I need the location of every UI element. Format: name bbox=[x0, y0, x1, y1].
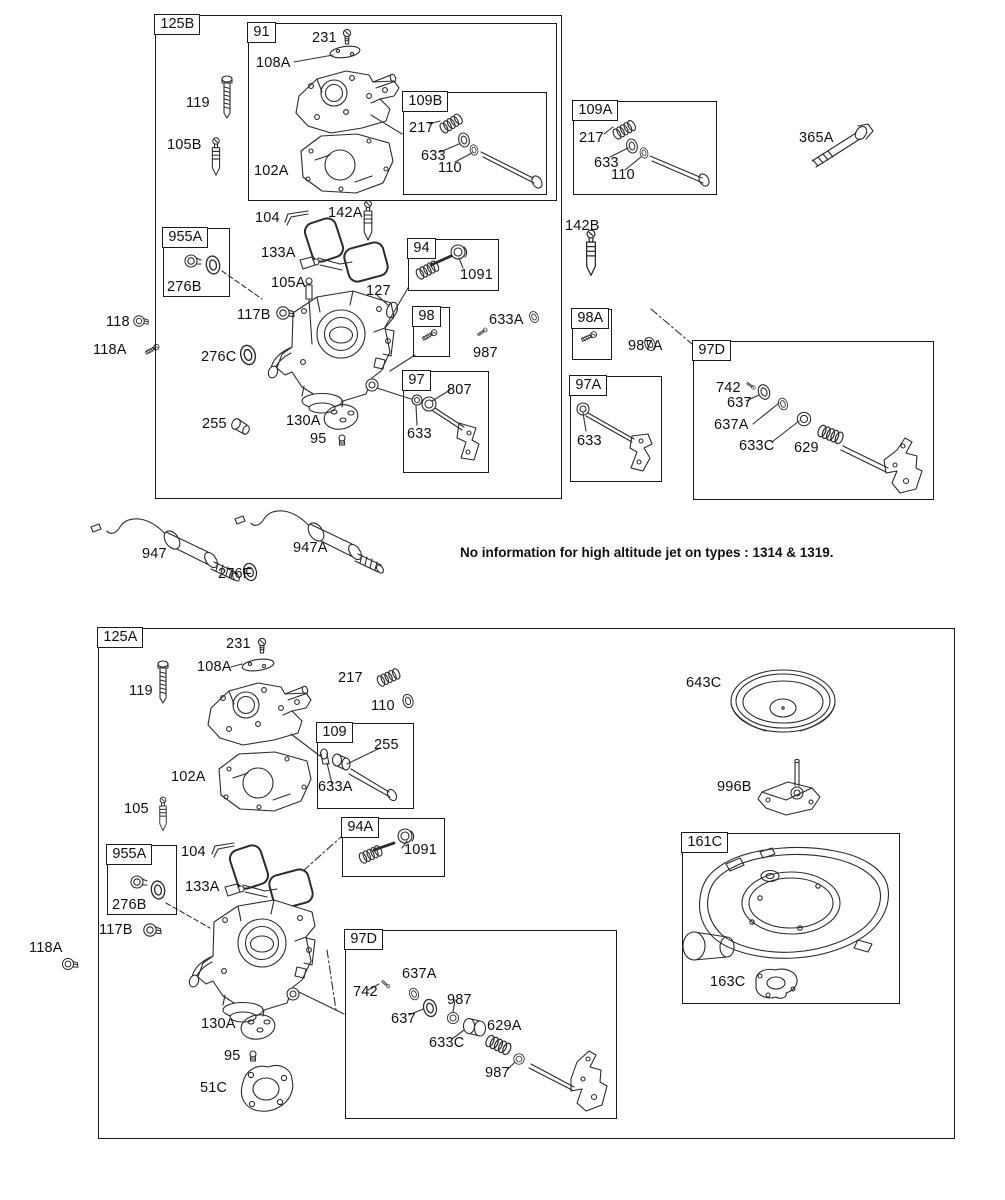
screw-98A bbox=[581, 331, 598, 343]
part-label-276C: 276C bbox=[201, 349, 237, 365]
plug-118 bbox=[134, 316, 149, 327]
oring-276C bbox=[239, 344, 258, 367]
part-label-276B-top: 276B bbox=[167, 279, 202, 295]
part-label-987-bottom-1: 987 bbox=[447, 992, 472, 1008]
plunger-142B bbox=[587, 230, 596, 275]
part-label-637A-bottom: 637A bbox=[402, 966, 437, 982]
part-label-633-109B: 633 bbox=[421, 148, 446, 164]
group-955A-bottom-label: 955A bbox=[106, 844, 152, 865]
group-109B-label: 109B bbox=[402, 91, 448, 112]
part-label-142A: 142A bbox=[328, 205, 363, 221]
part-label-633A-top: 633A bbox=[489, 312, 524, 328]
part-label-1091-top: 1091 bbox=[460, 267, 494, 283]
part-label-742-bottom: 742 bbox=[353, 984, 378, 1000]
needle-seat-94-parts bbox=[415, 245, 467, 280]
part-label-119-top: 119 bbox=[186, 95, 210, 111]
part-label-117B-bottom: 117B bbox=[99, 922, 133, 938]
part-label-217-bottom: 217 bbox=[338, 670, 363, 686]
group-91-label: 91 bbox=[247, 22, 275, 43]
part-label-118: 118 bbox=[106, 314, 130, 330]
pin-104-top bbox=[285, 211, 308, 225]
group-161C-label: 161C bbox=[681, 832, 728, 853]
part-label-987A: 987A bbox=[628, 338, 663, 354]
part-label-110-bottom: 110 bbox=[371, 698, 395, 714]
part-label-130A-bottom: 130A bbox=[201, 1016, 236, 1032]
part-label-633A-109: 633A bbox=[318, 779, 353, 795]
group-109A-label: 109A bbox=[572, 100, 618, 121]
part-label-118A-top: 118A bbox=[93, 342, 127, 358]
part-label-637-top: 637 bbox=[727, 395, 752, 411]
part-label-119-bottom: 119 bbox=[129, 683, 153, 699]
carburetor-upper-body-bottom bbox=[208, 683, 311, 745]
part-label-231-bottom: 231 bbox=[226, 636, 251, 652]
bolt-and-washer-276B-top bbox=[185, 255, 221, 275]
plug-95-top bbox=[339, 435, 345, 445]
carburetor-floats-drawing bbox=[300, 216, 390, 284]
part-label-629A: 629A bbox=[487, 1018, 522, 1034]
plunger-105B bbox=[212, 138, 219, 175]
gasket-163C bbox=[756, 969, 797, 998]
part-label-255-top: 255 bbox=[202, 416, 227, 432]
part-label-110-109B: 110 bbox=[438, 160, 462, 176]
plug-117B-top bbox=[277, 307, 294, 319]
screw-118A-top bbox=[145, 343, 160, 355]
screw-231-top bbox=[343, 29, 350, 44]
part-label-108A-bottom: 108A bbox=[197, 659, 232, 675]
part-label-133A-bottom: 133A bbox=[185, 879, 220, 895]
part-label-947: 947 bbox=[142, 546, 167, 562]
part-label-633-109A: 633 bbox=[594, 155, 619, 171]
plunger-142A bbox=[364, 201, 372, 240]
part-label-217-109B: 217 bbox=[409, 120, 434, 136]
part-label-51C: 51C bbox=[200, 1080, 228, 1096]
part-label-629: 629 bbox=[794, 440, 819, 456]
spring-217-bottom bbox=[376, 668, 402, 688]
group-98-label: 98 bbox=[412, 306, 440, 327]
plunger-105-bottom bbox=[160, 797, 166, 830]
part-label-163C: 163C bbox=[710, 974, 746, 990]
group-97A-label: 97A bbox=[569, 375, 607, 396]
plug-118A-bottom bbox=[62, 958, 77, 969]
group-109-label: 109 bbox=[316, 722, 352, 743]
damper-plate-108A-top bbox=[329, 44, 360, 59]
group-955A-top-label: 955A bbox=[162, 227, 208, 248]
part-label-947A: 947A bbox=[293, 540, 328, 556]
part-label-987-bottom-2: 987 bbox=[485, 1065, 510, 1081]
group-125A-label: 125A bbox=[97, 627, 143, 648]
part-label-110-109A: 110 bbox=[611, 167, 635, 183]
part-label-118A-bottom: 118A bbox=[29, 940, 63, 956]
group-97D-top-label: 97D bbox=[692, 340, 731, 361]
part-label-217-109A: 217 bbox=[579, 130, 604, 146]
screw-231-bottom bbox=[258, 638, 265, 653]
part-label-987-top: 987 bbox=[473, 345, 498, 361]
choke-shaft-109B-parts bbox=[438, 113, 544, 190]
pump-bracket-996B bbox=[758, 759, 820, 815]
part-label-127: 127 bbox=[366, 283, 391, 299]
part-label-742-top: 742 bbox=[716, 380, 741, 396]
carburetor-gasket-drawing bbox=[301, 134, 393, 193]
part-label-102A-bottom: 102A bbox=[171, 769, 206, 785]
part-label-633C-bottom: 633C bbox=[429, 1035, 465, 1051]
part-label-633-97A: 633 bbox=[577, 433, 602, 449]
diaphragm-cover-643C bbox=[731, 670, 835, 732]
part-label-231-top: 231 bbox=[312, 30, 337, 46]
group-125B-label: 125B bbox=[154, 14, 200, 35]
carburetor-gasket-bottom bbox=[219, 752, 311, 811]
damper-plate-108A-bottom bbox=[241, 657, 274, 672]
governor-link-97D-bottom-parts bbox=[381, 980, 607, 1111]
part-label-996B: 996B bbox=[717, 779, 752, 795]
group-97-label: 97 bbox=[402, 370, 430, 391]
part-label-255-109: 255 bbox=[374, 737, 399, 753]
part-label-108A-top: 108A bbox=[256, 55, 291, 71]
part-label-637A-top: 637A bbox=[714, 417, 749, 433]
cup-255-top bbox=[230, 417, 251, 435]
part-label-95-top: 95 bbox=[310, 431, 327, 447]
screw-987-top bbox=[477, 327, 488, 336]
part-label-95-bottom: 95 bbox=[224, 1048, 241, 1064]
oring-633A-top bbox=[528, 310, 540, 324]
part-label-104-top: 104 bbox=[255, 210, 280, 226]
part-label-643C: 643C bbox=[686, 675, 722, 691]
part-label-105A: 105A bbox=[271, 275, 306, 291]
carburetor-main-body-drawing bbox=[267, 291, 394, 413]
plug-117B-bottom bbox=[144, 924, 161, 936]
part-label-117B-top: 117B bbox=[237, 307, 271, 323]
bolt-119-bottom bbox=[158, 661, 168, 703]
part-label-142B: 142B bbox=[565, 218, 600, 234]
oring-110-bottom bbox=[401, 693, 414, 709]
part-label-104-bottom: 104 bbox=[181, 844, 206, 860]
screw-98 bbox=[422, 329, 438, 342]
part-label-102A-top: 102A bbox=[254, 163, 289, 179]
part-label-633C-top: 633C bbox=[739, 438, 775, 454]
carburetor-main-body-bottom bbox=[188, 900, 315, 1022]
bolt-119-top bbox=[222, 76, 232, 118]
part-label-105B: 105B bbox=[167, 137, 202, 153]
part-label-276F: 276F bbox=[218, 566, 252, 582]
group-94A-label: 94A bbox=[341, 817, 379, 838]
part-label-276B-bottom: 276B bbox=[112, 897, 147, 913]
fuel-tank-161C bbox=[683, 847, 888, 960]
plug-95-bottom bbox=[250, 1051, 256, 1061]
part-label-105-bottom: 105 bbox=[124, 801, 149, 817]
part-label-633-97: 633 bbox=[407, 426, 432, 442]
part-label-130A-top: 130A bbox=[286, 413, 321, 429]
gasket-51C bbox=[241, 1065, 292, 1111]
high-altitude-note: No information for high altitude jet on types : 1314 & 1319. bbox=[460, 545, 834, 560]
carburetor-upper-body-drawing bbox=[296, 71, 399, 133]
part-label-637-bottom: 637 bbox=[391, 1011, 416, 1027]
part-label-1091-bottom: 1091 bbox=[404, 842, 438, 858]
group-94-label: 94 bbox=[407, 238, 435, 259]
part-label-133A-top: 133A bbox=[261, 245, 296, 261]
part-label-365A: 365A bbox=[799, 130, 834, 146]
part-label-807: 807 bbox=[447, 382, 472, 398]
group-98A-label: 98A bbox=[571, 308, 609, 329]
group-97D-bottom-label: 97D bbox=[344, 929, 383, 950]
